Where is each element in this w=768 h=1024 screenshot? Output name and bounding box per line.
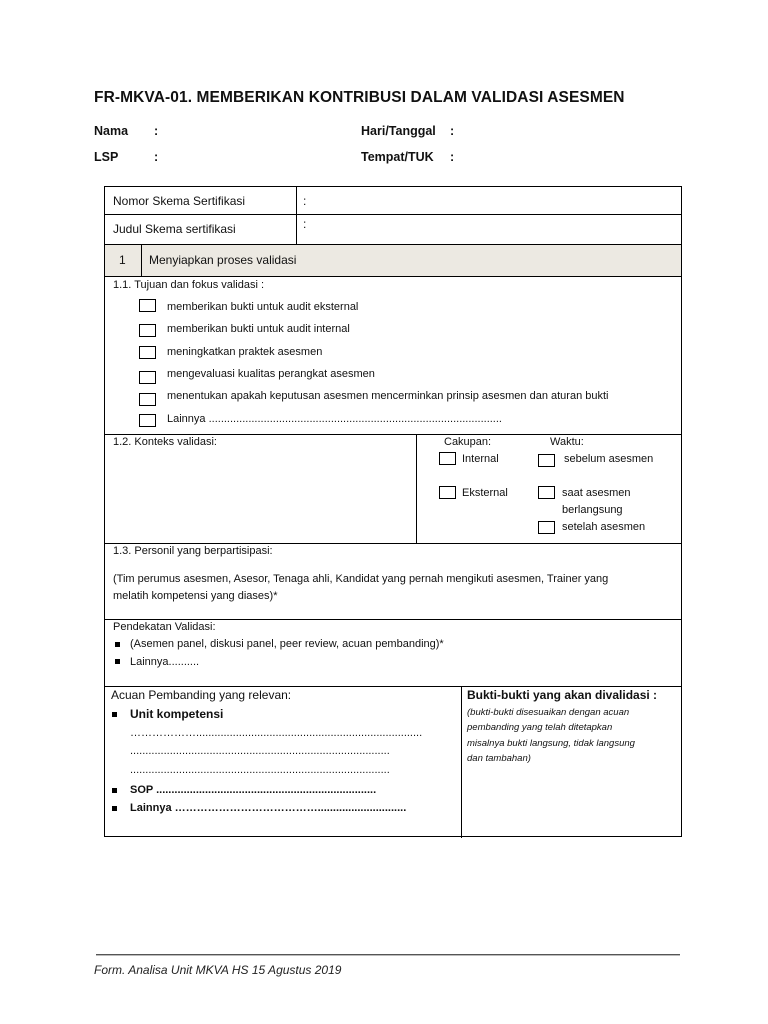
bukti-label: Bukti-bukti yang akan divalidasi :: [467, 688, 658, 702]
hari-tanggal-colon: :: [450, 124, 455, 138]
acuan-pembanding-label: Acuan Pembanding yang relevan:: [111, 688, 292, 702]
option-audit-eksternal: memberikan bukti untuk audit eksternal: [167, 301, 359, 313]
tempat-tuk-colon: :: [450, 150, 455, 164]
option-lainnya: Lainnya ................................................................................................: [167, 413, 502, 425]
checkbox-praktek-asesmen[interactable]: [139, 346, 156, 359]
waktu-saat-asesmen: saat asesmen: [562, 487, 631, 499]
section1-number: 1: [119, 253, 126, 267]
bullet: [112, 788, 117, 793]
judul-skema-colon: :: [303, 217, 307, 231]
waktu-sebelum-asesmen: sebelum asesmen: [564, 453, 654, 465]
bullet: [115, 659, 120, 664]
col-divider: [296, 187, 297, 244]
row-divider: [105, 244, 681, 245]
row-divider: [105, 543, 681, 544]
acuan-dots-line3: .....................................................................................: [130, 764, 390, 776]
checkbox-kualitas-perangkat[interactable]: [139, 371, 156, 384]
nama-colon: :: [154, 124, 159, 138]
waktu-saat-berlangsung: berlangsung: [562, 504, 623, 516]
col-divider: [416, 434, 417, 543]
judul-skema-label: Judul Skema sertifikasi: [113, 222, 236, 236]
checkbox-lainnya[interactable]: [139, 414, 156, 427]
section-1-1-label: 1.1. Tujuan dan fokus validasi :: [113, 279, 265, 291]
checkbox-internal[interactable]: [439, 452, 456, 465]
nama-label: Nama: [94, 124, 129, 138]
option-kualitas-perangkat: mengevaluasi kualitas perangkat asesmen: [167, 368, 375, 380]
acuan-unit-kompetensi: Unit kompetensi: [130, 707, 224, 721]
checkbox-saat-asesmen[interactable]: [538, 486, 555, 499]
acuan-lainnya: Lainnya ………………………………….............................: [130, 802, 407, 814]
row-divider: [105, 619, 681, 620]
tempat-tuk-label: Tempat/TUK: [361, 150, 434, 164]
section-1-3-label: 1.3. Personil yang berpartisipasi:: [113, 545, 273, 557]
nomor-skema-colon: :: [303, 194, 307, 208]
bullet: [112, 712, 117, 717]
bukti-desc-line3: misalnya bukti langsung, tidak langsung: [467, 738, 635, 749]
bukti-desc-line4: dan tambahan): [467, 753, 531, 764]
checkbox-sebelum-asesmen[interactable]: [538, 454, 555, 467]
pendekatan-label: Pendekatan Validasi:: [113, 621, 216, 633]
footer-divider: [96, 955, 680, 956]
row-divider: [105, 686, 681, 687]
checkbox-audit-internal[interactable]: [139, 324, 156, 337]
row-divider: [105, 214, 681, 215]
waktu-label: Waktu:: [550, 436, 584, 448]
option-keputusan-asesmen: menentukan apakah keputusan asesmen mencerminkan prinsip asesmen dan aturan bukti: [167, 390, 609, 402]
validation-form-table: [104, 186, 682, 837]
cakupan-label: Cakupan:: [444, 436, 492, 448]
footer-text: Form. Analisa Unit MKVA HS 15 Agustus 2019: [94, 963, 342, 977]
section-1-2-label: 1.2. Konteks validasi:: [113, 436, 217, 448]
cakupan-internal: Internal: [462, 453, 499, 465]
lsp-colon: :: [154, 150, 159, 164]
pendekatan-item-2: Lainnya..........: [130, 656, 200, 668]
checkbox-eksternal[interactable]: [439, 486, 456, 499]
col-divider: [141, 244, 142, 276]
bukti-desc-line1: (bukti-bukti disesuaikan dengan acuan: [467, 707, 630, 718]
form-title: FR-MKVA-01. MEMBERIKAN KONTRIBUSI DALAM VALIDASI ASESMEN: [94, 89, 625, 106]
row-divider: [105, 276, 681, 277]
checkbox-setelah-asesmen[interactable]: [538, 521, 555, 534]
acuan-dots-line1: ………………..........................................................................: [130, 727, 423, 739]
section1-title: Menyiapkan proses validasi: [149, 253, 297, 267]
checkbox-keputusan-asesmen[interactable]: [139, 393, 156, 406]
col-divider: [461, 686, 462, 838]
bullet: [112, 806, 117, 811]
option-audit-internal: memberikan bukti untuk audit internal: [167, 323, 350, 335]
checkbox-audit-eksternal[interactable]: [139, 299, 156, 312]
hari-tanggal-label: Hari/Tanggal: [361, 124, 436, 138]
pendekatan-item-1: (Asemen panel, diskusi panel, peer review, acuan pembanding)*: [130, 638, 444, 650]
personil-text-line2: melatih kompetensi yang diases)*: [113, 590, 278, 602]
bullet: [115, 642, 120, 647]
personil-text-line1: (Tim perumus asesmen, Asesor, Tenaga ahli, Kandidat yang pernah mengikuti asesmen, Trainer yang: [113, 573, 609, 585]
waktu-setelah-asesmen: setelah asesmen: [562, 521, 646, 533]
acuan-dots-line2: .....................................................................................: [130, 745, 390, 757]
cakupan-eksternal: Eksternal: [462, 487, 508, 499]
bukti-desc-line2: pembanding yang telah ditetapkan: [467, 722, 613, 733]
row-divider: [105, 434, 681, 435]
option-praktek-asesmen: meningkatkan praktek asesmen: [167, 346, 323, 358]
lsp-label: LSP: [94, 150, 119, 164]
nomor-skema-label: Nomor Skema Sertifikasi: [113, 194, 246, 208]
acuan-sop: SOP ........................................................................: [130, 784, 377, 796]
